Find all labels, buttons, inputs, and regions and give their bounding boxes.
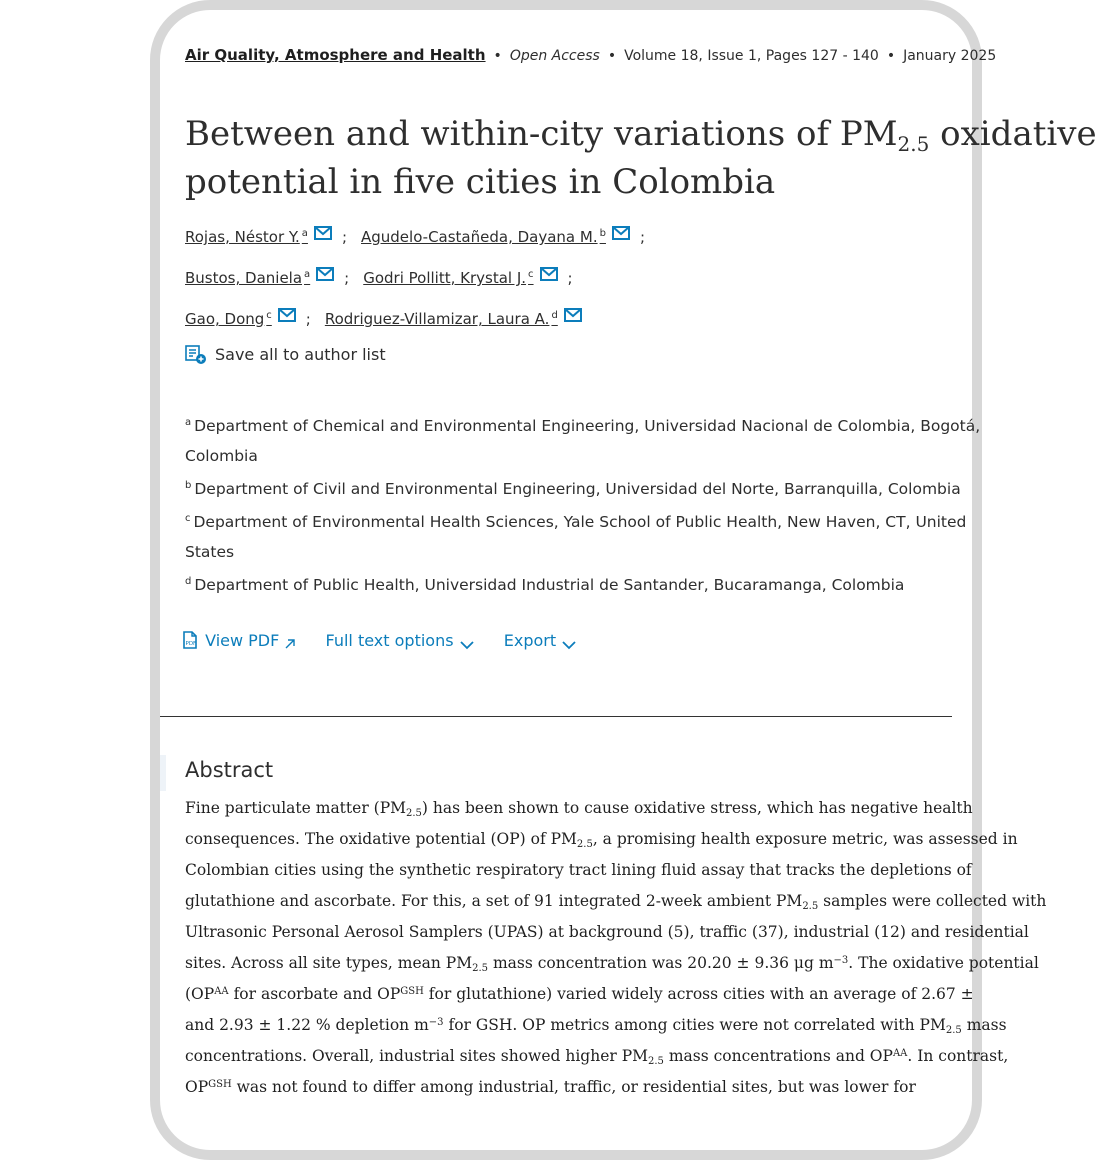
affiliation-item: $^a$ Department of Chemical and Environmental Engineering, Universidad Nacional de Colombia, Bogotá, Colombia bbox=[185, 417, 981, 465]
abstract-text: Fine particulate matter $(PM_{2.5})$ has been shown to cause oxidative stress, which has negative health consequences. The oxidative potential (OP) of $PM_{2.5}$, a promising health exposure metric, was assessed in Colombian cities using the synthetic respiratory tract lining fluid assay that tracks the depletions of glutathione and ascorbate. For this, a set of 91 integrated 2-week ambient $PM_{2.5}$ samples were collected with Ultrasonic Personal Aerosol Samplers (UPAS) at background (5), traffic (37), industrial (12) and residential sites. Across all site types, mean $PM_{2.5}$ mass concentration was 20.20 ± 9.36 μg $m^{-3}$. The oxidative potential ($OP^{AA}$ for ascorbate and $OP^{GSH}$ for glutathione) varied widely across cities with an average of 2.67 ± and 2.93 ± 1.22 % depletion $m^{-3}$ for GSH. OP metrics among cities were not correlated with $PM_{2.5}$ mass concentrations. Overall, industrial sites showed higher $PM_{2.5}$ mass concentrations and $OP^{AA}$. In contrast, $OP^{GSH}$ was not found to differ among industrial, traffic, or residential sites, but was lower for bbox=[185, 799, 1047, 1096]
affiliation-list bbox=[185, 408, 1005, 600]
mail-icon[interactable] bbox=[540, 267, 558, 285]
section-divider bbox=[160, 716, 952, 717]
export-dropdown[interactable]: Export bbox=[504, 631, 577, 650]
open-access-label: Open Access bbox=[509, 48, 600, 64]
author-link[interactable]: Rojas, Néstor Y. $^a$ bbox=[185, 228, 308, 246]
add-to-list-icon bbox=[185, 345, 207, 369]
affiliation-item: $^c$ Department of Environmental Health Sciences, Yale School of Public Health, New Haven, CT, United States bbox=[185, 513, 967, 561]
abstract-heading: Abstract bbox=[185, 758, 274, 782]
device-frame bbox=[150, 0, 1097, 1160]
author-link[interactable]: Agudelo-Castañeda, Dayana M. $^b$ bbox=[361, 228, 606, 246]
save-to-author-list-button[interactable]: Save all to author list bbox=[185, 345, 386, 369]
author-link[interactable]: Bustos, Daniela $^a$ bbox=[185, 269, 311, 287]
full-text-options-dropdown[interactable]: Full text options bbox=[326, 631, 475, 650]
article-title: Between and within-city variations of $PM_{2.5}$ oxidative potential in five cities in Colombia bbox=[185, 114, 1097, 202]
source-line: Air Quality, Atmosphere and Health • Open Access • Volume 18, Issue 1, Pages 127 - 140 • January 2025 bbox=[185, 46, 997, 64]
mail-icon[interactable] bbox=[612, 226, 630, 244]
volume-info: Volume 18, Issue 1, Pages 127 - 140 bbox=[624, 48, 879, 64]
svg-text:PDF: PDF bbox=[185, 641, 197, 647]
mail-icon[interactable] bbox=[564, 308, 582, 326]
affiliation-item: $^b$ Department of Civil and Environmental Engineering, Universidad del Norte, Barranquilla, Colombia bbox=[185, 480, 961, 498]
external-link-icon bbox=[284, 631, 296, 650]
chevron-down-icon bbox=[561, 631, 577, 650]
journal-link[interactable]: Air Quality, Atmosphere and Health bbox=[185, 46, 486, 64]
article-viewport bbox=[160, 10, 1097, 1150]
mail-icon[interactable] bbox=[278, 308, 296, 326]
view-pdf-button[interactable]: PDF View PDF bbox=[180, 630, 296, 650]
author-list: Rojas, Néstor Y. $^a$ ; Agudelo-Castañeda, Dayana M. $^b$ ; Bustos, Daniela $^a$ ; Godri Pollitt, Krystal J. $^c$ ; Gao, Dong $^c$ ; Rodriguez-Villamizar, Laura A. $^d$ bbox=[185, 228, 646, 328]
pdf-icon bbox=[180, 631, 200, 650]
author-link[interactable]: Rodriguez-Villamizar, Laura A. $^d$ bbox=[324, 310, 558, 328]
author-link[interactable]: Godri Pollitt, Krystal J. $^c$ bbox=[363, 269, 534, 287]
publication-date: January 2025 bbox=[903, 48, 997, 64]
mail-icon[interactable] bbox=[314, 226, 332, 244]
article-actions bbox=[180, 630, 601, 650]
section-marker bbox=[160, 755, 166, 791]
affiliation-item: $^d$ Department of Public Health, Universidad Industrial de Santander, Bucaramanga, Colombia bbox=[185, 576, 905, 594]
author-link[interactable]: Gao, Dong $^c$ bbox=[185, 310, 272, 328]
mail-icon[interactable] bbox=[316, 267, 334, 285]
chevron-down-icon bbox=[459, 631, 475, 650]
